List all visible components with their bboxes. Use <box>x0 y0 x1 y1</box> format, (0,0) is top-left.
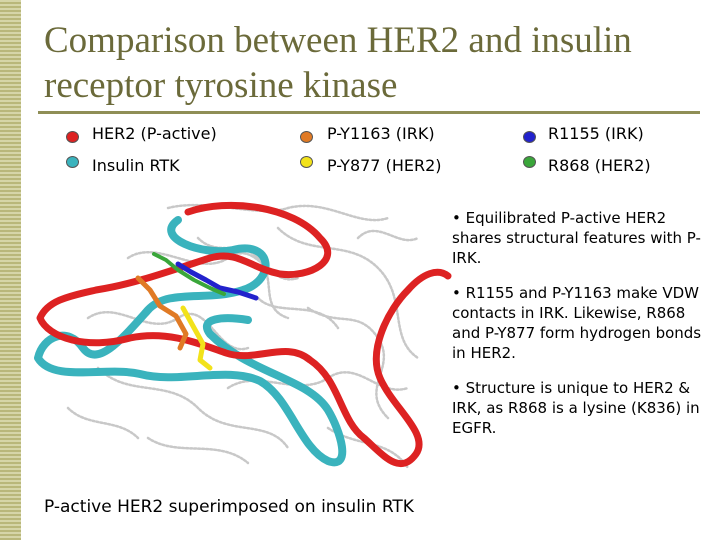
notes-panel <box>452 208 710 453</box>
slide-title: Comparison between HER2 and insulin receptor tyrosine kinase <box>44 20 632 106</box>
note-item: • Equilibrated P-active HER2 shares structural features with P-IRK. <box>452 209 701 267</box>
legend-label-r868: R868 (HER2) <box>548 156 651 175</box>
legend-label-r1155: R1155 (IRK) <box>548 124 644 143</box>
legend-label-py1163: P-Y1163 (IRK) <box>327 124 435 143</box>
legend-dot-blue-icon <box>523 131 536 143</box>
decorative-left-bar <box>0 0 21 540</box>
legend-label-py877: P-Y877 (HER2) <box>327 156 442 175</box>
legend-dot-green-icon <box>523 156 536 168</box>
legend-dot-yellow-icon <box>300 156 313 168</box>
note-item: • Structure is unique to HER2 & IRK, as R868 is a lysine (K836) in EGFR. <box>452 379 700 437</box>
title-underline <box>38 111 700 114</box>
legend-label-her2: HER2 (P-active) <box>92 124 217 143</box>
legend-label-insulin-rtk: Insulin RTK <box>92 156 180 175</box>
note-item: • R1155 and P-Y1163 make VDW contacts in IRK. Likewise, R868 and P-Y877 form hydrogen bonds in HER2. <box>452 284 702 362</box>
legend-dot-red-icon <box>66 131 79 143</box>
legend-dot-orange-icon <box>300 131 313 143</box>
figure-caption: P-active HER2 superimposed on insulin RTK <box>44 497 414 517</box>
protein-structure-image <box>28 198 468 483</box>
legend-dot-cyan-icon <box>66 156 79 168</box>
